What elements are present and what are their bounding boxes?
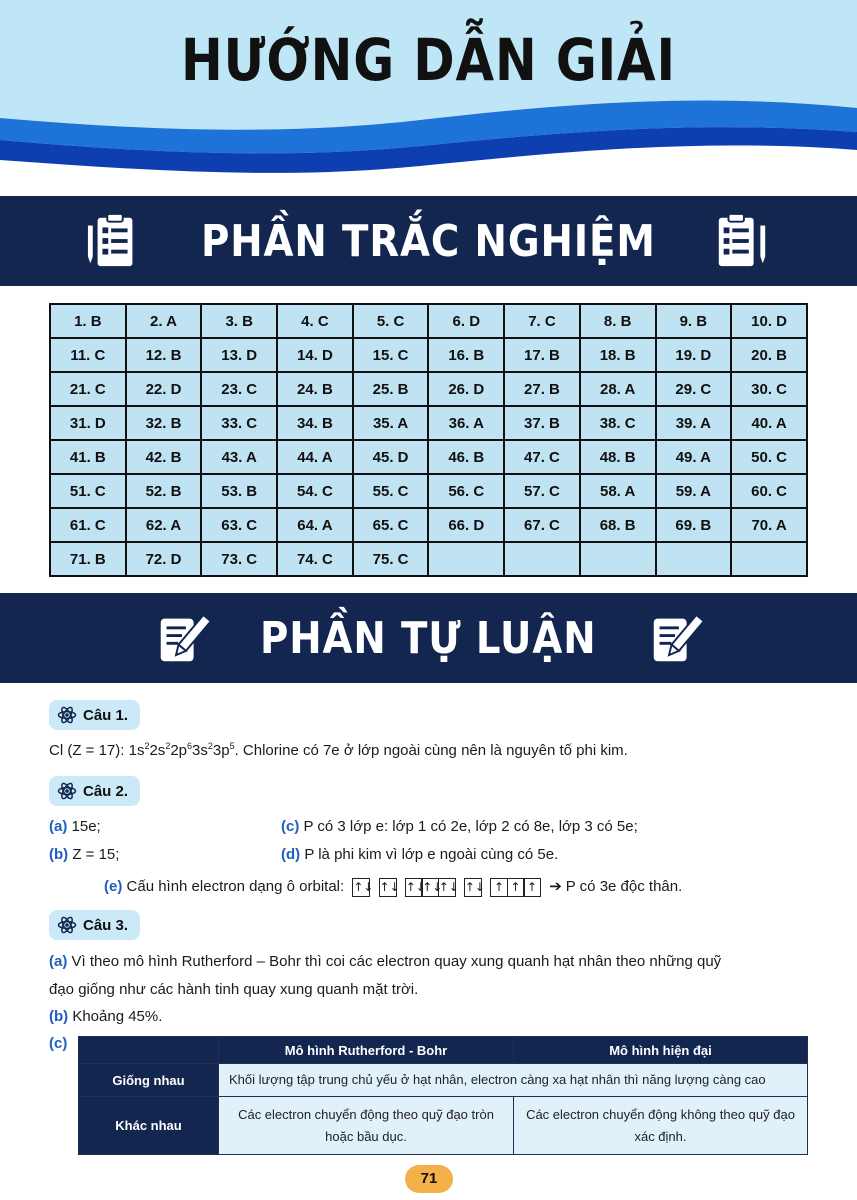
answer-cell: 75. C	[353, 542, 429, 576]
answer-key-table	[49, 303, 808, 577]
answer-cell: 34. B	[277, 406, 353, 440]
orbital-3s: ↑↓	[464, 878, 482, 897]
answer-cell	[580, 542, 656, 576]
answer-cell: 61. C	[50, 508, 126, 542]
answer-cell: 55. C	[353, 474, 429, 508]
answer-cell: 49. A	[656, 440, 732, 474]
answer-cell: 5. C	[353, 304, 429, 338]
answer-cell: 1. B	[50, 304, 126, 338]
row-similarities-text: Khối lượng tập trung chủ yếu ở hạt nhân, electron càng xa hạt nhân thì năng lượng càng cao	[219, 1064, 808, 1097]
answer-cell: 53. B	[201, 474, 277, 508]
answer-cell: 52. B	[126, 474, 202, 508]
answer-cell: 11. C	[50, 338, 126, 372]
answer-cell: 57. C	[504, 474, 580, 508]
answer-cell: 28. A	[580, 372, 656, 406]
answer-cell: 69. B	[656, 508, 732, 542]
question-1-badge	[49, 700, 140, 730]
answer-cell: 15. C	[353, 338, 429, 372]
answer-cell	[504, 542, 580, 576]
answer-cell: 62. A	[126, 508, 202, 542]
right-arrow-icon: ➔	[549, 877, 562, 895]
checklist-icon	[713, 212, 771, 270]
answer-cell: 74. C	[277, 542, 353, 576]
answer-cell: 10. D	[731, 304, 807, 338]
atom-icon	[57, 705, 77, 725]
row-similarities-head: Giống nhau	[79, 1064, 219, 1097]
atom-icon	[57, 781, 77, 801]
answer-cell: 51. C	[50, 474, 126, 508]
answer-row	[50, 440, 807, 474]
answer-cell: 14. D	[277, 338, 353, 372]
answer-cell	[656, 542, 732, 576]
answer-cell: 37. B	[504, 406, 580, 440]
answer-cell: 27. B	[504, 372, 580, 406]
answer-cell: 24. B	[277, 372, 353, 406]
answer-cell: 58. A	[580, 474, 656, 508]
question-1-answer: Cl (Z = 17): $1s^22s^22p^63s^23p^5$. Chlorine có 7e ở lớp ngoài cùng nên là nguyên tố phi kim.	[49, 741, 628, 759]
answer-cell: 30. C	[731, 372, 807, 406]
answer-cell: 45. D	[353, 440, 429, 474]
answer-cell: 17. B	[504, 338, 580, 372]
answer-row	[50, 406, 807, 440]
answer-cell: 33. C	[201, 406, 277, 440]
q3-answer-c-label: (c)	[49, 1035, 68, 1052]
row-differences-modern: Các electron chuyển động không theo quỹ đạo xác định.	[514, 1097, 808, 1155]
answer-cell: 16. B	[428, 338, 504, 372]
answer-cell: 72. D	[126, 542, 202, 576]
answer-cell: 35. A	[353, 406, 429, 440]
answer-cell: 19. D	[656, 338, 732, 372]
answer-row	[50, 338, 807, 372]
essay-section-title: PHẦN TỰ LUẬN	[260, 612, 597, 664]
answer-cell: 20. B	[731, 338, 807, 372]
answer-cell: 44. A	[277, 440, 353, 474]
answer-row	[50, 542, 807, 576]
answer-cell: 50. C	[731, 440, 807, 474]
answer-cell: 29. C	[656, 372, 732, 406]
q2-answer-a: (a) 15e;	[49, 818, 101, 835]
answer-cell: 65. C	[353, 508, 429, 542]
answer-cell: 47. C	[504, 440, 580, 474]
header-rutherford-bohr: Mô hình Rutherford - Bohr	[219, 1037, 514, 1064]
answer-cell: 21. C	[50, 372, 126, 406]
answer-cell: 8. B	[580, 304, 656, 338]
question-3-badge	[49, 910, 140, 940]
orbital-2s: ↑↓	[379, 878, 397, 897]
checklist-icon	[86, 212, 144, 270]
answer-cell: 68. B	[580, 508, 656, 542]
orbital-1s: ↑↓	[352, 878, 370, 897]
answer-cell: 42. B	[126, 440, 202, 474]
answer-cell	[428, 542, 504, 576]
atom-icon	[57, 915, 77, 935]
empty-header-cell	[79, 1037, 219, 1064]
answer-row	[50, 304, 807, 338]
answer-cell: 43. A	[201, 440, 277, 474]
answer-cell: 67. C	[504, 508, 580, 542]
answer-cell: 36. A	[428, 406, 504, 440]
answer-cell: 18. B	[580, 338, 656, 372]
answer-cell: 73. C	[201, 542, 277, 576]
question-3-label: Câu 3.	[83, 916, 129, 934]
answer-cell: 25. B	[353, 372, 429, 406]
answer-cell: 9. B	[656, 304, 732, 338]
answer-cell: 60. C	[731, 474, 807, 508]
pencil-paper-icon	[153, 609, 211, 667]
question-1-label: Câu 1.	[83, 706, 129, 724]
answer-cell: 3. B	[201, 304, 277, 338]
answer-cell: 59. A	[656, 474, 732, 508]
orbital-2p: ↑↓ ↑↓ ↑↓	[405, 878, 456, 897]
answer-row	[50, 372, 807, 406]
answer-cell: 40. A	[731, 406, 807, 440]
answer-cell: 48. B	[580, 440, 656, 474]
answer-cell: 6. D	[428, 304, 504, 338]
q2-answer-e: (e) Cấu hình electron dạng ô orbital: ↑↓ ↑↓ ↑↓ ↑↓ ↑↓ ↑↓ ↑ ↑ ↑ ➔ P có 3e độc thân.	[104, 877, 683, 895]
answer-cell: 2. A	[126, 304, 202, 338]
answer-cell: 22. D	[126, 372, 202, 406]
answer-row	[50, 474, 807, 508]
question-2-label: Câu 2.	[83, 782, 129, 800]
answer-cell: 13. D	[201, 338, 277, 372]
answer-cell: 63. C	[201, 508, 277, 542]
answer-cell: 26. D	[428, 372, 504, 406]
q3-answer-b: (b) Khoảng 45%.	[49, 1008, 163, 1025]
row-differences-rutherford: Các electron chuyển động theo quỹ đạo tròn hoặc bầu dục.	[219, 1097, 514, 1155]
answer-cell: 12. B	[126, 338, 202, 372]
header-banner	[0, 0, 857, 190]
essay-section-banner	[0, 593, 857, 683]
answer-cell: 54. C	[277, 474, 353, 508]
answer-cell: 56. C	[428, 474, 504, 508]
q3-answer-a-line2: đạo giống như các hành tinh quay xung quanh mặt trời.	[49, 981, 419, 998]
orbital-3p: ↑ ↑ ↑	[490, 878, 541, 897]
answer-cell: 41. B	[50, 440, 126, 474]
answer-cell: 32. B	[126, 406, 202, 440]
mcq-section-banner	[0, 196, 857, 286]
answer-cell: 66. D	[428, 508, 504, 542]
answer-cell	[731, 542, 807, 576]
page-number: 71	[405, 1165, 453, 1193]
answer-cell: 38. C	[580, 406, 656, 440]
answer-cell: 46. B	[428, 440, 504, 474]
answer-cell: 4. C	[277, 304, 353, 338]
answer-cell: 7. C	[504, 304, 580, 338]
mcq-section-title: PHẦN TRẮC NGHIỆM	[201, 215, 656, 267]
answer-cell: 64. A	[277, 508, 353, 542]
header-modern-model: Mô hình hiện đại	[514, 1037, 808, 1064]
q2-answer-b: (b) Z = 15;	[49, 846, 120, 863]
q2-answer-c: (c) P có 3 lớp e: lớp 1 có 2e, lớp 2 có 8e, lớp 3 có 5e;	[281, 818, 638, 835]
answer-cell: 39. A	[656, 406, 732, 440]
q3-answer-a-line1: (a) Vì theo mô hình Rutherford – Bohr thì coi các electron quay xung quanh hạt nhân theo những quỹ	[49, 953, 722, 970]
comparison-table	[78, 1036, 808, 1155]
q2-answer-d: (d) P là phi kim vì lớp e ngoài cùng có 5e.	[281, 846, 559, 863]
answer-cell: 70. A	[731, 508, 807, 542]
row-differences-head: Khác nhau	[79, 1097, 219, 1155]
answer-cell: 71. B	[50, 542, 126, 576]
answer-cell: 31. D	[50, 406, 126, 440]
question-2-badge	[49, 776, 140, 806]
page-title: HƯỚNG DẪN GIẢI	[181, 26, 676, 94]
answer-row	[50, 508, 807, 542]
pencil-paper-icon	[646, 609, 704, 667]
answer-cell: 23. C	[201, 372, 277, 406]
